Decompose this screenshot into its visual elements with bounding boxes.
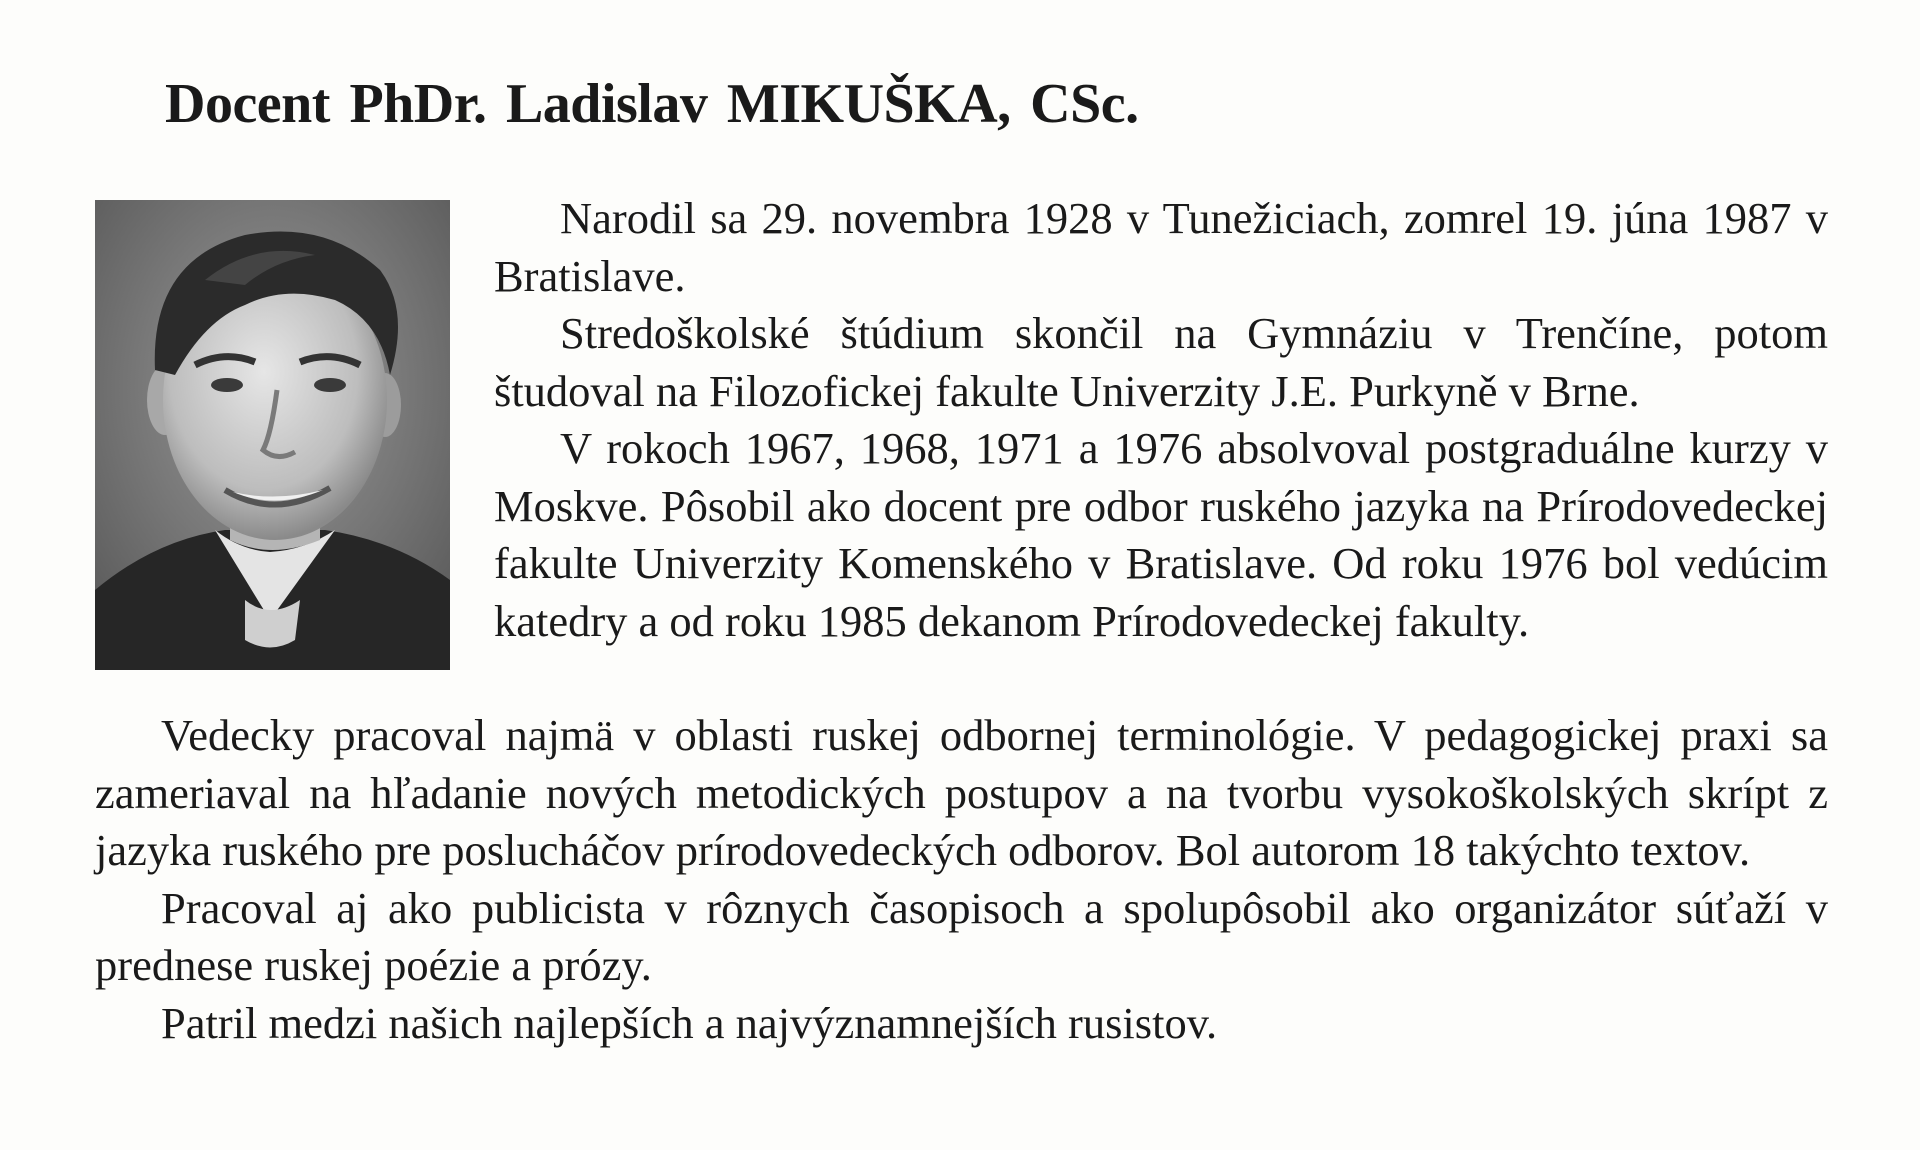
page-title: Docent PhDr. Ladislav MIKUŠKA, CSc. — [165, 73, 1139, 135]
paragraph-birth: Narodil sa 29. novembra 1928 v Tunežiciach, zomrel 19. júna 1987 v Bratislave. — [494, 193, 1828, 301]
portrait-photo-icon — [95, 200, 450, 670]
biography-intro — [494, 190, 1828, 650]
paragraph-career: V rokoch 1967, 1968, 1971 a 1976 absolvoval postgraduálne kurzy v Moskve. Pôsobil ako docent pre odbor ruského jazyka na Prírodovedeckej fakulte Univerzity Komenského v Bratislave. Od roku 1976 bol vedúcim katedry a od roku 1985 dekanom Prírodovedeckej fakulty. — [494, 423, 1828, 646]
paragraph-closing: Patril medzi našich najlepších a najvýznamnejších rusistov. — [161, 997, 1218, 1048]
paragraph-publicist: Pracoval aj ako publicista v rôznych časopisoch a spolupôsobil ako organizátor súťaží v prednese ruskej poézie a prózy. — [95, 882, 1828, 990]
paragraph-research: Vedecky pracoval najmä v oblasti ruskej odbornej terminológie. V pedagogickej praxi sa zameriaval na hľadanie nových metodických postupov a na tvorbu vysokoškolských skrípt z jazyka ruského pre poslucháčov prírodovedeckých odborov. Bol autorom 18 takýchto textov. — [95, 710, 1828, 875]
portrait-photo — [95, 200, 450, 670]
biography-body — [95, 707, 1828, 1052]
paragraph-education: Stredoškolské štúdium skončil na Gymnáziu v Trenčíne, potom študoval na Filozofickej fakulte Univerzity J.E. Purkyně v Brne. — [494, 308, 1828, 416]
